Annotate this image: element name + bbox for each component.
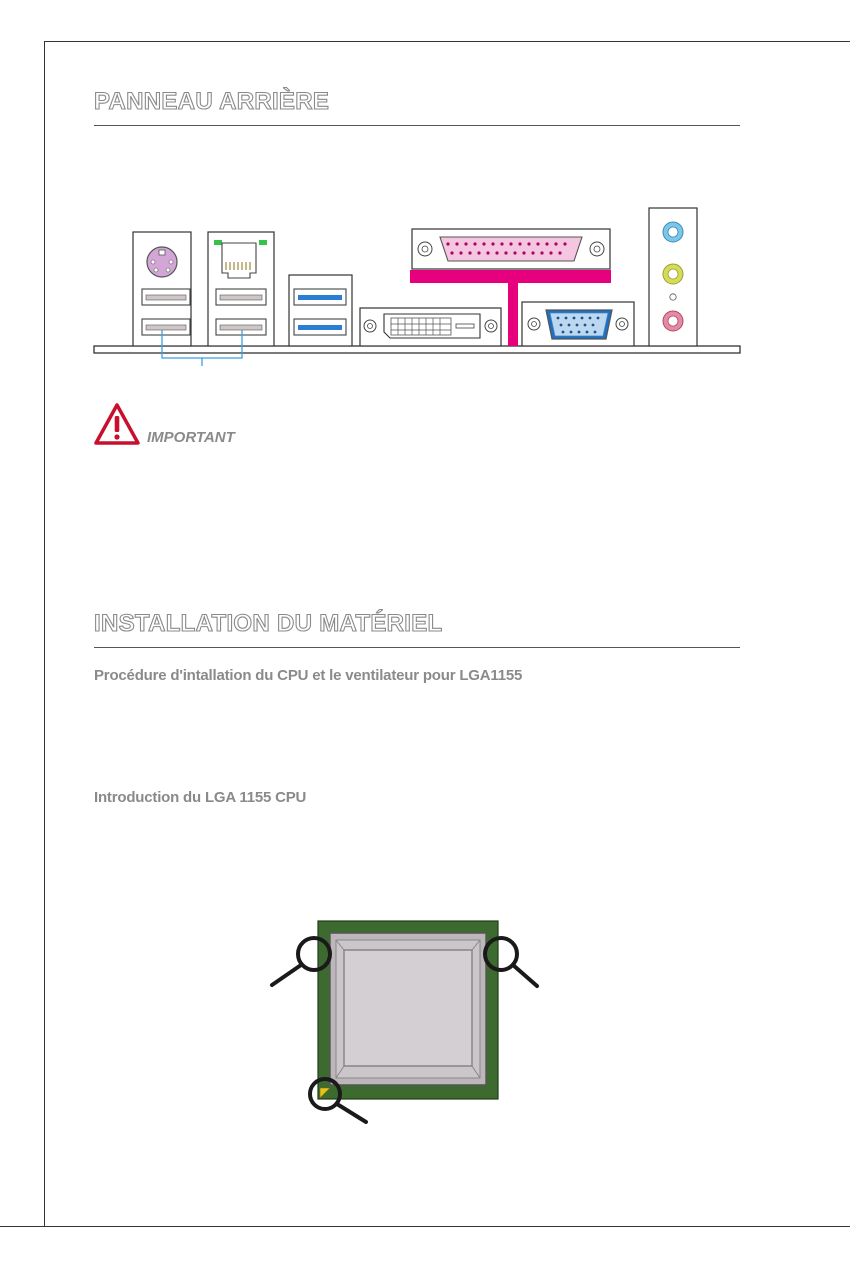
page-border-left [44, 41, 45, 1227]
lan-port [222, 243, 256, 278]
dvi-port [360, 308, 501, 346]
rear-panel-title-rule [94, 125, 740, 126]
cpu-procedure-heading: Procédure d'intallation du CPU et le ventilateur pour LGA1155 [94, 667, 523, 684]
page-border-bottom [0, 1226, 850, 1227]
audio-jacks [649, 208, 697, 346]
lga-intro-heading: Introduction du LGA 1155 CPU [94, 789, 307, 806]
cpu-ihs-top [344, 950, 472, 1066]
io-base-strip [94, 346, 740, 353]
ps2-usb-stack [133, 232, 191, 346]
hardware-install-title: INSTALLATION DU MATÉRIEL [94, 610, 443, 637]
important-label: IMPORTANT [147, 429, 235, 446]
rear-panel-illustration [90, 200, 750, 370]
rear-panel-title: PANNEAU ARRIÈRE [94, 88, 330, 115]
cpu-illustration [265, 910, 555, 1130]
lan-usb-stack [208, 232, 274, 346]
vga-port [522, 302, 634, 346]
usb3-stack [289, 275, 352, 346]
hardware-install-title-rule [94, 647, 740, 648]
warning-triangle-icon [93, 402, 141, 446]
page-border-top [44, 41, 850, 42]
